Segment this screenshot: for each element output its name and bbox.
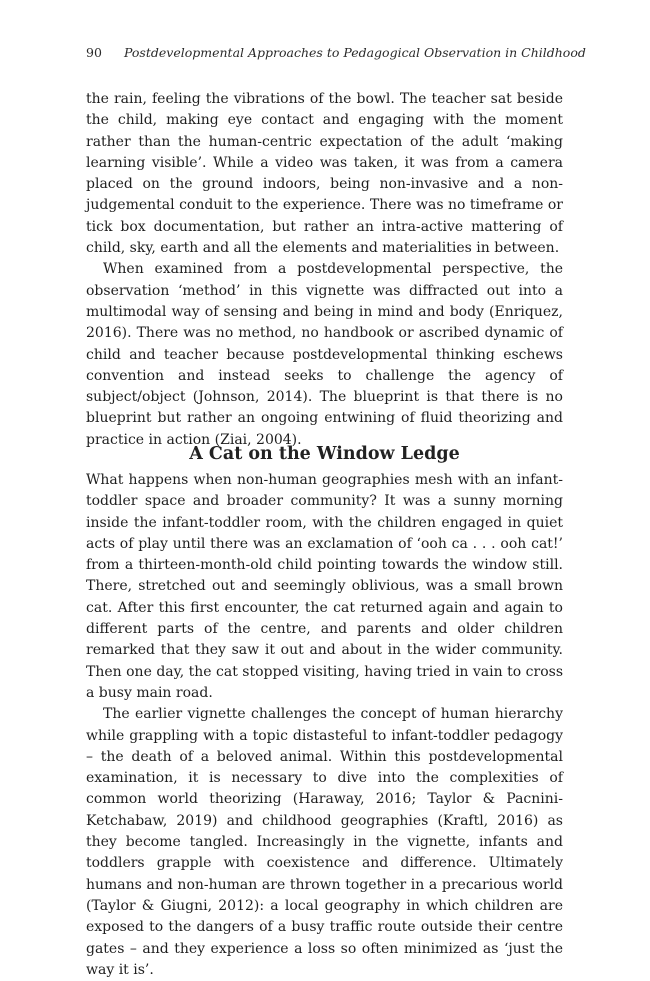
paragraph: When examined from a postdevelopmental perspective, the observation ‘method’ in this vignette was diffracted out into a multimodal way of sensing and being in mind and body (Enriquez, 2016). There was no method, no handbook or ascribed dynamic of child and teacher because postdevelopmental thinking eschews convention and instead seeks to challenge the agency of subject/object (Johnson, 2014). The blueprint is that there is no blueprint but rather an ongoing entwining of fluid theorizing and practice in action (Ziai, 2004). [86, 261, 563, 448]
body-text-top [86, 89, 563, 451]
body-text-bottom [86, 470, 563, 981]
section-heading: A Cat on the Window Ledge [189, 443, 460, 464]
paragraph: What happens when non-human geographies mesh with an infant-toddler space and broader community? It was a sunny morning inside the infant-toddler room, with the children engaged in quiet acts of play until there was an exclamation of ‘ooh ca . . . ooh cat!’ from a thirteen-month-old child pointing towards the window still. There, stretched out and seemingly oblivious, was a small brown cat. After this first encounter, the cat returned again and again to different parts of the centre, and parents and older children remarked that they saw it out and about in the wider community. Then one day, the cat stopped visiting, having tried in vain to cross a busy main road. [86, 472, 563, 701]
paragraph: The earlier vignette challenges the concept of human hierarchy while grappling with a topic distasteful to infant-toddler pedagogy – the death of a beloved animal. Within this postdevelopmental examination, it is necessary to dive into the complexities of common world theorizing (Haraway, 2016; Taylor & Pacnini-Ketchabaw, 2019) and childhood geographies (Kraftl, 2016) as they become tangled. Increasingly in the vignette, infants and toddlers grapple with coexistence and difference. Ultimately humans and non-human are thrown together in a precarious world (Taylor & Giugni, 2012): a local geography in which children are exposed to the dangers of a busy traffic route outside their centre gates – and they experience a loss so often minimized as ‘just the way it is’. [86, 706, 563, 978]
paragraph: the rain, feeling the vibrations of the bowl. The teacher sat beside the child, making eye contact and engaging with the moment rather than the human-centric expectation of the adult ‘making learning visible’. While a video was taken, it was from a camera placed on the ground indoors, being non-invasive and a non-judgemental conduit to the experience. There was no timeframe or tick box documentation, but rather an intra-active mattering of child, sky, earth and all the elements and materialities in between. [86, 91, 563, 257]
page-number: 90 [86, 45, 102, 60]
running-title: Postdevelopmental Approaches to Pedagogical Observation in Childhood [124, 45, 586, 60]
running-header [86, 45, 586, 61]
